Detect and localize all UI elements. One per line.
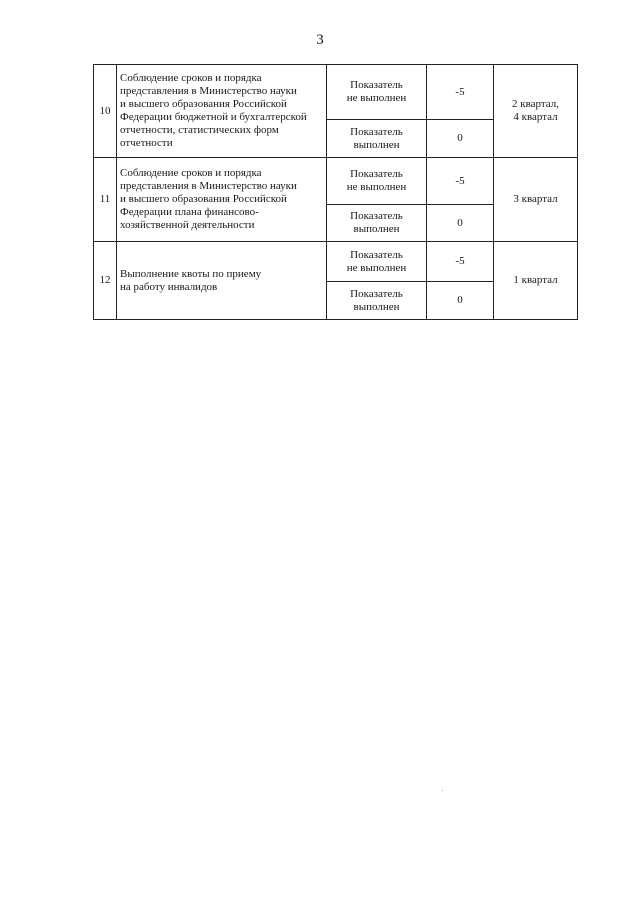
- indicator-cell: [327, 158, 427, 205]
- page-number: 3: [316, 32, 324, 48]
- indicator-label: Показатель выполнен: [350, 210, 403, 235]
- criteria-table: [93, 64, 578, 320]
- criterion-text: Соблюдение сроков и порядка представления в Министерство науки и высшего образования Российской Федерации плана финансово- хозяйственной деятельности: [120, 167, 297, 231]
- indicator-cell: [327, 120, 427, 158]
- row-number: 11: [94, 158, 117, 242]
- score-cell: -5: [427, 158, 494, 205]
- period-text: 3 квартал: [513, 193, 558, 205]
- indicator-label: Показатель не выполнен: [346, 168, 407, 193]
- period-text: 2 квартал, 4 квартал: [511, 98, 560, 123]
- criterion-text: Соблюдение сроков и порядка представления в Министерство науки и высшего образования Российской Федерации бюджетной и бухгалтерской отчетности, статистических форм отчетности: [120, 72, 307, 149]
- score-cell: 0: [427, 282, 494, 320]
- table-row: [94, 242, 578, 282]
- indicator-cell: [327, 282, 427, 320]
- scan-speck: [442, 790, 443, 791]
- criterion-cell: [117, 65, 327, 158]
- indicator-cell: [327, 242, 427, 282]
- row-number: 10: [94, 65, 117, 158]
- indicator-cell: [327, 205, 427, 242]
- period-cell: [494, 242, 578, 320]
- row-number: 12: [94, 242, 117, 320]
- criterion-text: Выполнение квоты по приему на работу инвалидов: [120, 267, 262, 293]
- score-cell: -5: [427, 65, 494, 120]
- score-cell: 0: [427, 120, 494, 158]
- period-cell: [494, 158, 578, 242]
- period-text: 1 квартал: [513, 274, 558, 286]
- indicator-label: Показатель не выполнен: [346, 79, 407, 104]
- indicator-label: Показатель выполнен: [350, 287, 403, 313]
- indicator-label: Показатель выполнен: [350, 125, 403, 151]
- table-row: [94, 65, 578, 120]
- indicator-label: Показатель не выполнен: [346, 248, 407, 274]
- score-cell: -5: [427, 242, 494, 282]
- period-cell: [494, 65, 578, 158]
- table-row: [94, 158, 578, 205]
- score-cell: 0: [427, 205, 494, 242]
- indicator-cell: [327, 65, 427, 120]
- criterion-cell: [117, 158, 327, 242]
- criterion-cell: [117, 242, 327, 320]
